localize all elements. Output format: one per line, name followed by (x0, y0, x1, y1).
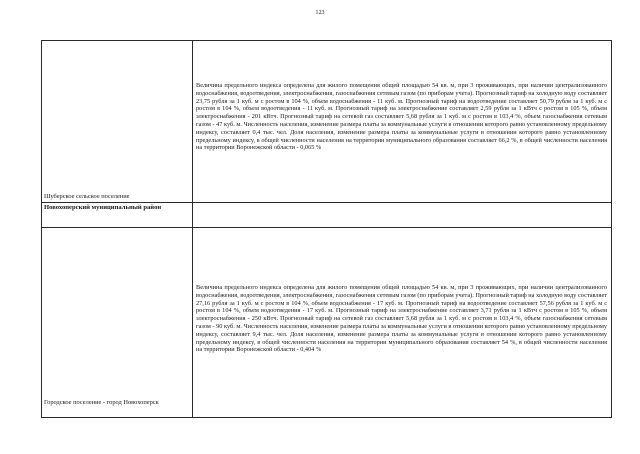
table-bottom-border (41, 417, 612, 418)
settlement-description: Величина предельного индекса определена для жилого помещения общей площадью 54 кв. м, при 3 проживающих, при наличии централизованного водоснабжения, водоотведения, электроснабжения, газоснабжения сетевым газом (по приборам учета). Прогнозный тариф на холодную воду составляет 23,75 рубля за 1 куб. м с ростом в 104 %, объем водоснабжения - 11 куб. м. Прогнозный тариф на водоотведение составляет 50,79 рубля за 1 куб. м с ростом в 104 %, объем водоотведения - 11 куб. м. Прогнозный тариф на электроснабжение составляет 2,59 рубля за 1 кВтч с ростом в 105 %, объем электроснабжения - 201 кВтч. Прогнозный тариф на сетевой газ составляет 5,68 рубля за 1 куб. м с ростом в 103,4 %, объем газоснабжения сетевым газом - 47 куб. м. Численность населения, изменение размера платы за коммунальные услуги в отношении которого равно установленному предельному индексу, составляет 0,4 тыс. чел. Доля населения, изменение размера платы за коммунальные услуги в отношении которого равно установленному предельному индексу, в общей численности населения на территории муниципального образования составляет 66,2 %, в общей численности населения на территории Воронежской области - 0,065 % (196, 82, 607, 152)
table-left-border (41, 40, 42, 418)
table-top-border (41, 40, 612, 41)
document-table (41, 40, 612, 418)
table-right-border (611, 40, 612, 418)
settlement-label: Шуберское сельское поселение (44, 193, 130, 200)
district-heading: Новохоперский муниципальный район (44, 204, 162, 211)
row-divider (41, 227, 612, 228)
settlement-label: Городское поселение - город Новохоперск (44, 399, 159, 406)
settlement-description: Величина предельного индекса определена для жилого помещения общей площадью 54 кв. м, при 3 проживающих, при наличии централизованного водоснабжения, водоотведения, электроснабжения, газоснабжения сетевым газом (по приборам учета). Прогнозный тариф на холодную воду составляет 27,16 рубля за 1 куб. м с ростом в 104 %, объем водоснабжения - 17 куб. м. Прогнозный тариф на водоотведение составляет 57,56 рубля за 1 куб. м с ростом в 104 %, объем водоотведения - 17 куб. м. Прогнозный тариф на электроснабжение составляет 3,71 рубля за 1 кВтч с ростом в 105 %, объем электроснабжения - 250 кВтч. Прогнозный тариф на сетевой газ составляет 5,68 рубля за 1 куб. м с ростом в 103,4 %, объем газоснабжения сетевым газом - 90 куб. м. Численность населения, изменение размера платы за коммунальные услуги в отношении которого равно установленному предельному индексу, составляет 9,4 тыс. чел. Доля населения, изменение размера платы за коммунальные услуги в отношении которого равно установленному предельному индексу, в общей численности населения на территории муниципального образования составляет 54 %, в общей численности населения на территории Воронежской области - 0,404 % (196, 284, 607, 354)
page-number: 123 (315, 9, 325, 16)
column-divider (192, 40, 193, 418)
